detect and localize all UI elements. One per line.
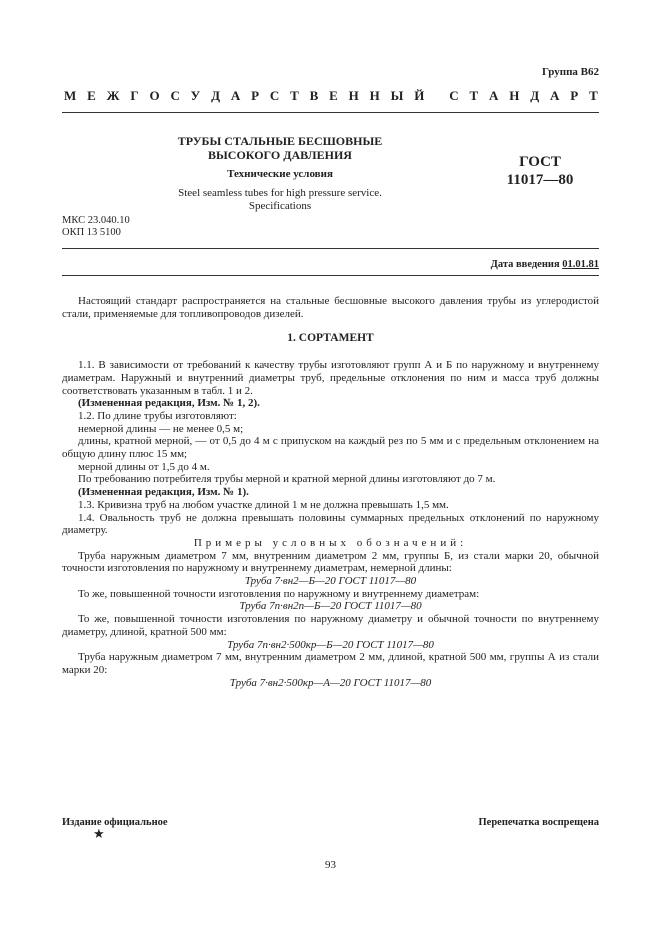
clause-1-2: 1.2. По длине трубы изготовляют: xyxy=(78,409,237,422)
example-1-text: Труба наружным диаметром 7 мм, внутренним диаметром 2 мм, группы Б, из стали марки 20, обычной точности изготовления по наружному и внутреннему диаметрам, немерной длины: xyxy=(62,549,599,575)
example-1-designation: Труба 7·вн2—Б—20 ГОСТ 11017—80 xyxy=(244,575,417,588)
revision-note-1: (Измененная редакция, Изм. № 1, 2). xyxy=(78,397,260,410)
classification-codes xyxy=(62,215,130,239)
clause-1-1: 1.1. В зависимости от требований к качеству трубы изготовляют групп А и Б по наружному и внутреннему диаметрам. Наружный и внутренний диаметры труб, предельные отклонения по ним и масса труб должны соответствовать указанным в табл. 1 и 2. xyxy=(62,359,599,397)
heading-letter: Й xyxy=(414,88,425,103)
heading-letter: Д xyxy=(211,88,221,103)
title-line-1: ТРУБЫ СТАЛЬНЫЕ БЕСШОВНЫЕ xyxy=(177,134,383,148)
date-label: Дата введения xyxy=(490,259,560,270)
clause-1-3: 1.3. Кривизна труб на любом участке длиной 1 м не должна превышать 1,5 мм. xyxy=(78,498,449,511)
example-3-text: То же, повышенной точности изготовления по наружному диаметру и обычной точности по внутреннему диаметру, длиной, кратной 500 мм: xyxy=(62,613,599,638)
english-title-line-1: Steel seamless tubes for high pressure service. xyxy=(178,187,382,199)
clause-1-2-item-c: мерной длины от 1,5 до 4 м. xyxy=(78,460,210,473)
introduction-date xyxy=(491,259,599,270)
heading-letter: А xyxy=(489,88,499,103)
clause-1-4: 1.4. Овальность труб не должна превышать половины суммарных предельных отклонений по наружному диаметру. xyxy=(62,511,599,537)
header-divider xyxy=(62,112,599,113)
page-number: 93 xyxy=(325,859,336,871)
gost-label: ГОСТ xyxy=(519,154,561,170)
heading-letter: Ы xyxy=(390,88,404,103)
standard-heading xyxy=(64,88,598,104)
section-heading: 1. СОРТАМЕНТ xyxy=(287,332,374,345)
heading-letter: Н xyxy=(509,88,520,103)
clause-1-2-note: По требованию потребителя трубы мерной и кратной мерной длины изготовляют до 7 м. xyxy=(78,473,496,486)
heading-letter: С xyxy=(449,88,459,103)
clause-1-2-item-a: немерной длины — не менее 0,5 м; xyxy=(78,422,244,435)
reprint-prohibited-label: Перепечатка воспрещена xyxy=(478,817,599,828)
heading-letter: Р xyxy=(251,88,260,103)
document-body xyxy=(62,295,599,689)
heading-letter: С xyxy=(269,88,280,103)
heading-letter: А xyxy=(550,88,560,103)
heading-letter: Ж xyxy=(106,88,120,103)
star-icon: ★ xyxy=(93,826,105,841)
date-divider xyxy=(62,275,599,276)
examples-heading: Примеры условных обозначений: xyxy=(193,536,468,549)
english-title-line-2: Specifications xyxy=(248,200,312,212)
heading-letter: С xyxy=(170,88,180,103)
revision-note-2: (Измененная редакция, Изм. № 1). xyxy=(78,486,249,499)
title-line-2: ВЫСОКОГО ДАВЛЕНИЯ xyxy=(208,148,352,162)
heading-letter: О xyxy=(149,88,160,103)
heading-letter: Т xyxy=(589,88,598,103)
okp-code: ОКП 13 5100 xyxy=(62,227,121,238)
heading-gap xyxy=(435,88,438,104)
heading-letter: Е xyxy=(87,88,96,103)
example-3-designation: Труба 7п·вн2·500кр—Б—20 ГОСТ 11017—80 xyxy=(227,638,434,651)
heading-letter: Д xyxy=(530,88,540,103)
mks-code: МКС 23.040.10 xyxy=(62,215,130,226)
group-code: Группа В62 xyxy=(541,66,599,78)
intro-paragraph: Настоящий стандарт распространяется на стальные бесшовные высокого давления трубы из углеродистой стали, применяемые для топливопроводов дизелей. xyxy=(62,295,599,320)
document-title xyxy=(150,134,410,162)
heading-letter: Т xyxy=(290,88,299,103)
official-edition-label: Издание официальное xyxy=(62,817,168,828)
heading-letter: Е xyxy=(329,88,338,103)
codes-divider xyxy=(62,248,599,249)
heading-letter: У xyxy=(190,88,201,103)
heading-letter: Т xyxy=(469,88,479,103)
english-title xyxy=(150,187,410,213)
example-2-designation: Труба 7п·вн2п—Б—20 ГОСТ 11017—80 xyxy=(239,600,422,613)
heading-letter: Р xyxy=(570,88,579,103)
gost-number: 11017—80 xyxy=(506,172,574,188)
example-4-text: Труба наружным диаметром 7 мм, внутренним диаметром 2 мм, длиной, кратной 500 мм, группы А из стали марки 20: xyxy=(62,651,599,676)
heading-letter: А xyxy=(230,88,241,103)
example-4-designation: Труба 7·вн2·500кр—А—20 ГОСТ 11017—80 xyxy=(229,676,432,689)
heading-letter: Г xyxy=(130,88,139,103)
date-value: 01.01.81 xyxy=(562,259,599,270)
clause-1-2-item-b: длины, кратной мерной, — от 0,5 до 4 м с припуском на каждый рез по 5 мм и с предельным отклонением на общую длину плюс 15 мм; xyxy=(62,435,599,461)
gost-designation xyxy=(480,153,600,189)
heading-letter: В xyxy=(309,88,319,103)
document-subtitle: Технические условия xyxy=(227,168,333,180)
heading-letter: М xyxy=(64,88,77,103)
heading-letter: Н xyxy=(369,88,380,103)
heading-letter: Н xyxy=(348,88,359,103)
example-2-text: То же, повышенной точности изготовления по наружному и внутреннему диаметрам: xyxy=(78,587,480,600)
